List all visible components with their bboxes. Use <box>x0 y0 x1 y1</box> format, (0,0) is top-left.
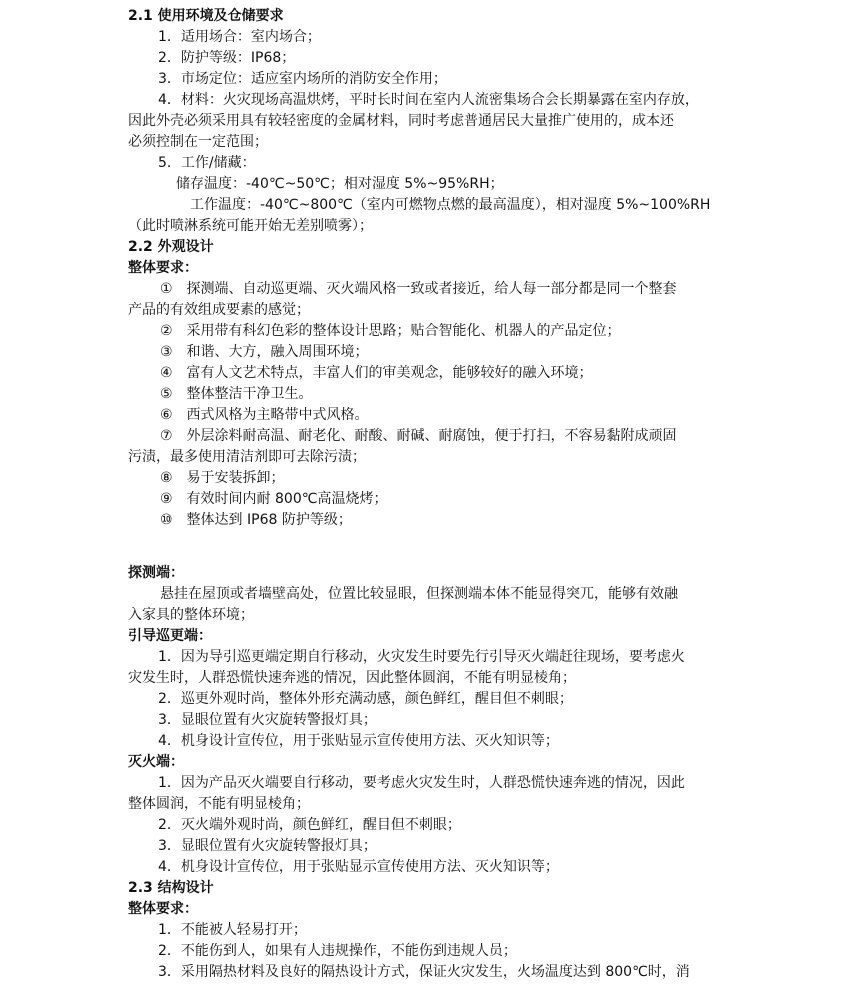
list-item: 3．市场定位：适应室内场所的消防安全作用； <box>158 71 447 87</box>
list-item: 1．适用场合：室内场合； <box>158 29 321 45</box>
list-item: 2．不能伤到人，如果有人违规操作，不能伤到违规人员； <box>158 943 517 959</box>
list-item: 3．显眼位置有火灾旋转警报灯具； <box>158 838 377 854</box>
list-item: 2．灭火端外观时尚，颜色鲜红，醒目但不刺眼； <box>158 817 461 833</box>
list-item: ⑧ 易于安装拆卸； <box>160 470 285 486</box>
list-item: 3．显眼位置有火灾旋转警报灯具； <box>158 712 377 728</box>
section-heading-2-1: 2.1 使用环境及仓储要求 <box>128 8 284 24</box>
list-item: 1．不能被人轻易打开； <box>158 922 307 938</box>
subheading-extinguisher: 灭火端： <box>128 754 184 770</box>
paragraph-line: 整体圆润，不能有明显棱角； <box>128 796 310 812</box>
list-item: ⑦ 外层涂料耐高温、耐老化、耐酸、耐碱、耐腐蚀，便于打扫，不容易黏附成顽固 <box>160 428 677 444</box>
subheading-overall: 整体要求： <box>128 260 198 276</box>
list-item: 4．机身设计宣传位，用于张贴显示宣传使用方法、灭火知识等； <box>158 859 559 875</box>
list-item: 3．采用隔热材料及良好的隔热设计方式，保证火灾发生，火场温度达到 800℃时，消 <box>158 964 690 980</box>
list-item: 4．材料：火灾现场高温烘烤，平时长时间在室内人流密集场合会长期暴露在室内存放， <box>158 92 699 108</box>
list-item: ④ 富有人文艺术特点，丰富人们的审美观念，能够较好的融入环境； <box>160 365 593 381</box>
paragraph-line: 必须控制在一定范围； <box>128 134 268 150</box>
list-item: 5．工作/储藏： <box>158 155 256 171</box>
paragraph-line: （此时喷淋系统可能开始无差别喷雾）； <box>128 218 373 234</box>
section-heading-2-3: 2.3 结构设计 <box>128 880 214 896</box>
list-item: ① 探测端、自动巡更端、灭火端风格一致或者接近，给人每一部分都是同一个整套 <box>160 281 677 297</box>
list-item: 1．因为导引巡更端定期自行移动，火灾发生时要先行引导灭火端赶往现场，要考虑火 <box>158 649 685 665</box>
list-item: 2．巡更外观时尚，整体外形充满动感，颜色鲜红，醒目但不刺眼； <box>158 691 573 707</box>
subheading-patrol: 引导巡更端： <box>128 628 212 644</box>
list-item: ⑨ 有效时间内耐 800℃高温烧烤； <box>160 491 388 507</box>
paragraph-line: 入家具的整体环境； <box>128 607 254 623</box>
blank-gap <box>0 531 866 563</box>
subheading-detector: 探测端： <box>128 565 184 581</box>
section-heading-2-2: 2.2 外观设计 <box>128 239 214 255</box>
working-temperature: 工作温度：-40℃~800℃（室内可燃物点燃的最高温度），相对湿度 5%~100%RH <box>190 197 711 213</box>
list-item: ⑥ 西式风格为主略带中式风格。 <box>160 407 369 423</box>
list-item: 1．因为产品灭火端要自行移动，要考虑火灾发生时，人群恐慌快速奔逃的情况，因此 <box>158 775 685 791</box>
list-item: ② 采用带有科幻色彩的整体设计思路；贴合智能化、机器人的产品定位； <box>160 323 621 339</box>
list-item: ⑩ 整体达到 IP68 防护等级； <box>160 512 352 528</box>
list-item: ⑤ 整体整洁干净卫生。 <box>160 386 313 402</box>
paragraph-line: 因此外壳必须采用具有较轻密度的金属材料，同时考虑普通居民大量推广使用的，成本还 <box>128 113 674 129</box>
paragraph-line: 污渍，最多使用清洁剂即可去除污渍； <box>128 449 366 465</box>
list-item: ③ 和谐、大方，融入周围环境； <box>160 344 369 360</box>
paragraph-line: 产品的有效组成要素的感觉； <box>128 302 310 318</box>
paragraph-line: 悬挂在屋顶或者墙壁高处，位置比较显眼，但探测端本体不能显得突兀，能够有效融 <box>160 586 678 602</box>
list-item: 4．机身设计宣传位，用于张贴显示宣传使用方法、灭火知识等； <box>158 733 559 749</box>
subheading-overall: 整体要求： <box>128 901 198 917</box>
list-item: 2．防护等级：IP68； <box>158 50 296 66</box>
storage-temperature: 储存温度：-40℃~50℃；相对湿度 5%~95%RH； <box>176 176 504 192</box>
paragraph-line: 灾发生时，人群恐慌快速奔逃的情况，因此整体圆润，不能有明显棱角； <box>128 670 576 686</box>
